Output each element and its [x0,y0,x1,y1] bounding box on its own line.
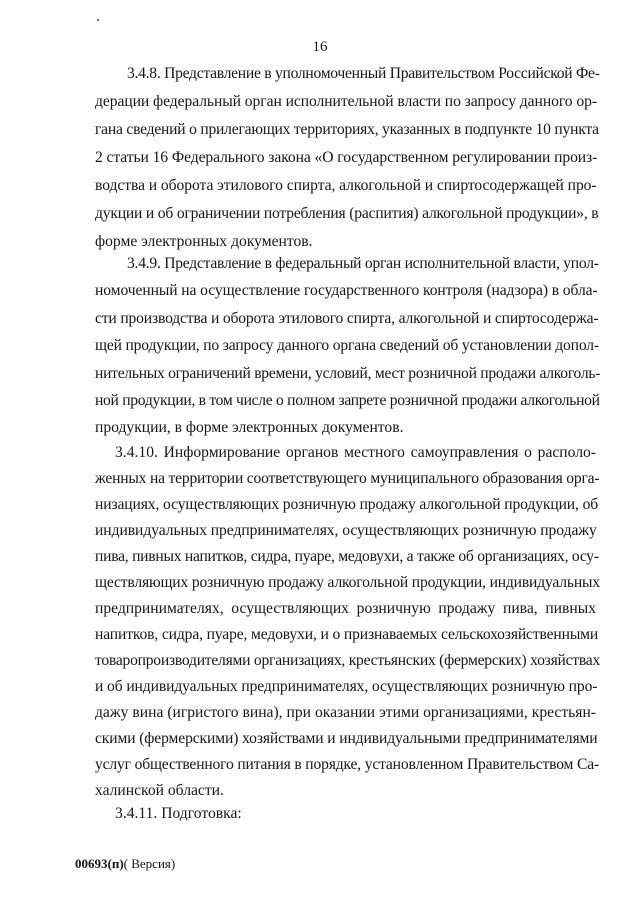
paragraph-line: номоченный на осуществление государственного контроля (надзора) в обла- [95,282,598,299]
paragraph-line: щей продукции, по запросу данного органа сведений об установлении допол- [95,337,599,354]
paragraph-line: дажу вина (игристого вина), при оказании этими организациями, крестьян- [95,704,596,721]
paragraph-line: предпринимателях, осуществляющих розничную продажу пива, пивных [95,600,596,617]
paragraph-3-4-10 [95,444,601,799]
paragraph-line: ществляющих розничную продажу алкогольной продукции, индивидуальных [95,574,600,591]
paragraph-line: ной продукции, в том числе о полном запрете розничной продажи алкогольной [95,392,600,409]
paragraph-line: 3.4.9. Представление в федеральный орган исполнительной власти, упол- [127,255,599,272]
paragraph-line: индивидуальных предпринимателях, осуществляющих розничную продажу [95,522,597,539]
paragraph-line: скими (фермерскими) хозяйствами и индивидуальными предпринимателями [95,730,598,747]
paragraph-line: сти производства и оборота этилового спирта, алкогольной и спиртосодержа- [95,310,599,327]
document-footer [75,856,175,872]
paragraph-line: гана сведений о прилегающих территориях, указанных в подпункте 10 пункта [95,121,599,138]
paragraph-line: водства и оборота этилового спирта, алкогольной и спиртосодержащей про- [95,177,597,194]
paragraph-line: пива, пивных напитков, сидра, пуаре, медовухи, а также об организациях, осу- [95,548,599,565]
paragraph-line: и об индивидуальных предпринимателях, осуществляющих розничную про- [95,678,598,695]
paragraph-line: женных на территории соответствующего муниципального образования орга- [95,470,600,487]
paragraph-line: продукции, в форме электронных документов. [95,419,404,436]
paragraph-line: дукции и об ограничении потребления (распития) алкогольной продукции», в [95,205,599,222]
paragraph-line: услуг общественного питания в порядке, установленном Правительством Са- [95,756,599,773]
paragraph-line: товаропроизводителями организациях, крестьянских (фермерских) хозяйствах [95,652,601,669]
paragraph-line: 3.4.10. Информирование органов местного самоуправления о располо- [115,444,596,461]
paragraph-line: халинской области. [95,782,224,799]
version-label: ( Версия) [123,856,176,871]
paragraph-3-4-8 [95,65,600,250]
paragraph-line: нительных ограничений времени, условий, мест розничной продажи алкоголь- [95,365,601,382]
page-number: 16 [312,39,328,55]
paragraph-line: низациях, осуществляющих розничную продажу алкогольной продукции, об [95,496,599,513]
paragraph-3-4-11 [95,805,596,823]
paragraph-line: дерации федеральный орган исполнительной власти по запросу данного ор- [95,93,597,110]
paragraph-line: напитков, сидра, пуаре, медовухи, и о признаваемых сельскохозяйственными [95,626,599,643]
paragraph-line: форме электронных документов. [95,233,313,250]
paragraph-line: 3.4.11. Подготовка: [115,805,242,822]
document-code: 00693(п) [75,856,124,871]
paragraph-3-4-9 [95,255,601,436]
paragraph-line: 2 статьи 16 Федерального закона «О государственном регулировании произ- [95,149,598,166]
scan-speck [97,19,99,21]
paragraph-line: 3.4.8. Представление в уполномоченный Правительством Российской Фе- [127,65,600,82]
